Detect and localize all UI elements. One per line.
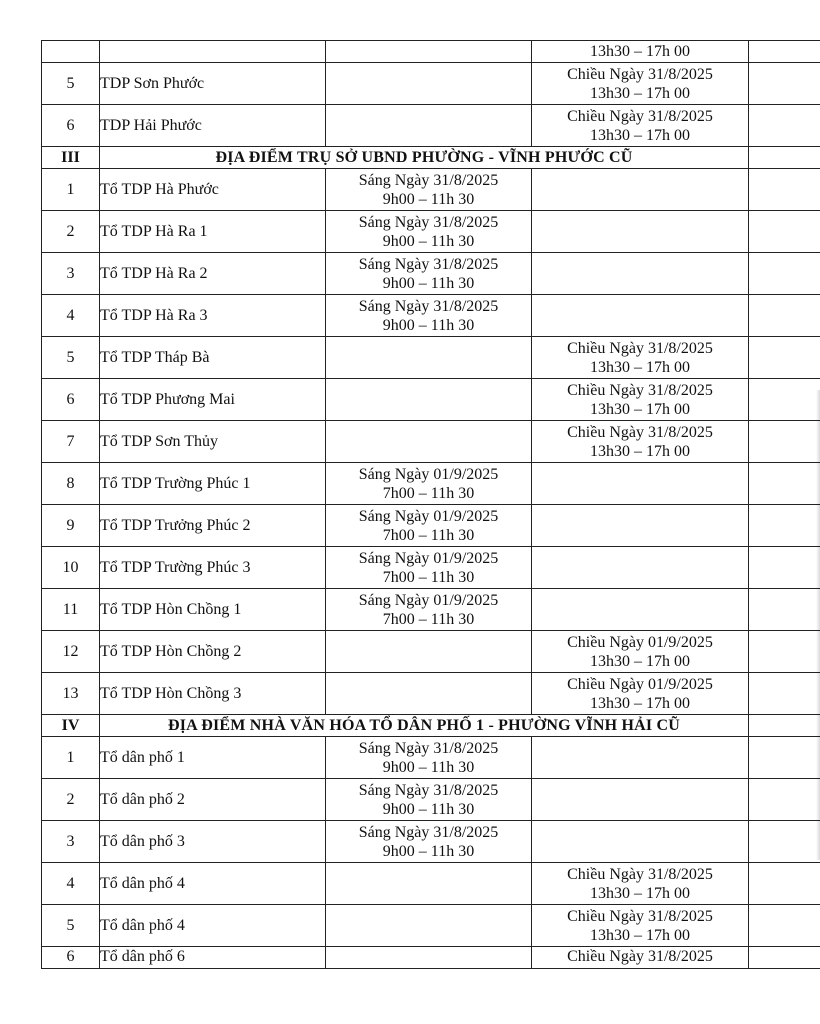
note-cell [749, 737, 820, 779]
morning-slot-cell [326, 41, 532, 63]
table-row [42, 295, 820, 337]
note-cell [749, 421, 820, 463]
afternoon-slot-cell [532, 905, 749, 947]
note-cell [749, 547, 820, 589]
table-row-partial-top [42, 41, 820, 63]
afternoon-slot-cell [532, 41, 749, 63]
row-name-cell: Tổ TDP Trường Phúc 3 [100, 547, 326, 589]
table-row [42, 547, 820, 589]
row-name-cell: Tổ dân phố 4 [100, 905, 326, 947]
afternoon-date: Chiều Ngày 01/9/2025 [567, 675, 713, 693]
afternoon-slot-cell [532, 211, 749, 253]
afternoon-time: 13h30 – 17h 00 [590, 43, 690, 60]
afternoon-date: Chiều Ngày 31/8/2025 [567, 907, 713, 925]
morning-time: 7h00 – 11h 30 [382, 610, 475, 628]
note-cell [749, 211, 820, 253]
row-name-cell: Tổ dân phố 6 [100, 947, 326, 969]
note-cell [749, 905, 820, 947]
table-row [42, 169, 820, 211]
note-cell [749, 715, 820, 737]
morning-slot-cell [326, 211, 532, 253]
note-cell [749, 105, 820, 147]
morning-time: 9h00 – 11h 30 [382, 190, 475, 208]
afternoon-time: 13h30 – 17h 00 [590, 652, 690, 670]
row-number-cell: 5 [42, 905, 100, 947]
morning-date: Sáng Ngày 31/8/2025 [358, 255, 499, 273]
section-iv-header [42, 715, 820, 737]
table-row [42, 673, 820, 715]
section-iii-header [42, 147, 820, 169]
morning-slot-cell [326, 547, 532, 589]
note-cell [749, 63, 820, 105]
table-row [42, 105, 820, 147]
section-numeral: III [42, 147, 100, 169]
afternoon-slot-cell [532, 169, 749, 211]
morning-date: Sáng Ngày 01/9/2025 [358, 465, 499, 483]
afternoon-slot-cell [532, 779, 749, 821]
morning-time: 9h00 – 11h 30 [382, 842, 475, 860]
table-row [42, 905, 820, 947]
row-number-cell: 6 [42, 379, 100, 421]
note-cell [749, 379, 820, 421]
morning-slot-cell [326, 863, 532, 905]
afternoon-date: Chiều Ngày 31/8/2025 [567, 865, 713, 883]
row-name-cell: TDP Sơn Phước [100, 63, 326, 105]
row-name-cell: Tổ TDP Hà Ra 2 [100, 253, 326, 295]
morning-slot-cell [326, 737, 532, 779]
morning-date: Sáng Ngày 31/8/2025 [358, 297, 499, 315]
row-name-cell: Tổ TDP Hà Ra 3 [100, 295, 326, 337]
morning-slot-cell [326, 169, 532, 211]
table-row [42, 589, 820, 631]
row-number-cell: 13 [42, 673, 100, 715]
afternoon-slot-cell [532, 253, 749, 295]
note-cell [749, 589, 820, 631]
row-name-cell: Tổ TDP Hòn Chồng 1 [100, 589, 326, 631]
table-row [42, 379, 820, 421]
row-number-cell: 3 [42, 253, 100, 295]
row-number-cell: 5 [42, 337, 100, 379]
row-number-cell: 4 [42, 295, 100, 337]
table-row [42, 337, 820, 379]
afternoon-time: 13h30 – 17h 00 [590, 358, 690, 376]
morning-time: 9h00 – 11h 30 [382, 758, 475, 776]
afternoon-slot-cell [532, 673, 749, 715]
table-row-partial-bottom [42, 947, 820, 969]
row-name-cell: Tổ dân phố 2 [100, 779, 326, 821]
afternoon-slot-cell [532, 505, 749, 547]
afternoon-time: 13h30 – 17h 00 [590, 126, 690, 144]
row-number-cell: 8 [42, 463, 100, 505]
note-cell [749, 147, 820, 169]
afternoon-slot-cell [532, 821, 749, 863]
row-name-cell: Tổ TDP Hà Phước [100, 169, 326, 211]
row-number-cell: 4 [42, 863, 100, 905]
row-number-cell: 2 [42, 779, 100, 821]
row-number-cell: 1 [42, 169, 100, 211]
morning-time: 9h00 – 11h 30 [382, 800, 475, 818]
table-row [42, 421, 820, 463]
schedule-table [41, 40, 820, 969]
morning-slot-cell [326, 421, 532, 463]
afternoon-time: 13h30 – 17h 00 [590, 926, 690, 944]
section-title: ĐỊA ĐIỂM NHÀ VĂN HÓA TỔ DÂN PHỐ 1 - PHƯỜNG VĨNH HẢI CŨ [100, 715, 749, 737]
note-cell [749, 337, 820, 379]
morning-slot-cell [326, 295, 532, 337]
afternoon-time: 13h30 – 17h 00 [590, 400, 690, 418]
row-number-cell: 7 [42, 421, 100, 463]
note-cell [749, 463, 820, 505]
table-row [42, 211, 820, 253]
section-numeral: IV [42, 715, 100, 737]
row-number-cell: 5 [42, 63, 100, 105]
row-name-cell: Tổ TDP Trưởng Phúc 2 [100, 505, 326, 547]
note-cell [749, 779, 820, 821]
morning-date: Sáng Ngày 31/8/2025 [358, 213, 499, 231]
table-row [42, 737, 820, 779]
morning-slot-cell [326, 337, 532, 379]
table-row [42, 821, 820, 863]
row-number-cell: 12 [42, 631, 100, 673]
note-cell [749, 947, 820, 969]
morning-date: Sáng Ngày 31/8/2025 [358, 823, 499, 841]
afternoon-slot-cell [532, 421, 749, 463]
afternoon-slot-cell [532, 463, 749, 505]
afternoon-slot-cell [532, 337, 749, 379]
morning-date: Sáng Ngày 31/8/2025 [358, 739, 499, 757]
row-name-cell: Tổ TDP Phương Mai [100, 379, 326, 421]
note-cell [749, 169, 820, 211]
table-row [42, 863, 820, 905]
afternoon-date: Chiều Ngày 31/8/2025 [567, 65, 713, 83]
row-number-cell: 1 [42, 737, 100, 779]
note-cell [749, 41, 820, 63]
row-name-cell: Tổ TDP Hòn Chồng 2 [100, 631, 326, 673]
row-name-cell: Tổ dân phố 4 [100, 863, 326, 905]
morning-date: Sáng Ngày 01/9/2025 [358, 591, 499, 609]
morning-date: Sáng Ngày 01/9/2025 [358, 507, 499, 525]
row-number-cell: 10 [42, 547, 100, 589]
afternoon-time: 13h30 – 17h 00 [590, 442, 690, 460]
row-number-cell: 2 [42, 211, 100, 253]
morning-date: Sáng Ngày 31/8/2025 [358, 171, 499, 189]
note-cell [749, 505, 820, 547]
morning-slot-cell [326, 905, 532, 947]
afternoon-time: 13h30 – 17h 00 [590, 694, 690, 712]
row-name-cell: Tổ TDP Sơn Thủy [100, 421, 326, 463]
morning-slot-cell [326, 505, 532, 547]
morning-slot-cell [326, 105, 532, 147]
schedule-body [42, 41, 820, 969]
note-cell [749, 253, 820, 295]
row-name-cell: Tổ TDP Hòn Chồng 3 [100, 673, 326, 715]
morning-time: 9h00 – 11h 30 [382, 232, 475, 250]
row-name-cell: Tổ TDP Trường Phúc 1 [100, 463, 326, 505]
afternoon-date: Chiều Ngày 01/9/2025 [567, 633, 713, 651]
note-cell [749, 673, 820, 715]
table-row [42, 253, 820, 295]
morning-time: 7h00 – 11h 30 [382, 484, 475, 502]
afternoon-slot-cell [532, 295, 749, 337]
morning-slot-cell [326, 63, 532, 105]
row-name-cell: Tổ TDP Hà Ra 1 [100, 211, 326, 253]
table-row [42, 505, 820, 547]
row-name-cell: Tổ dân phố 3 [100, 821, 326, 863]
morning-slot-cell [326, 673, 532, 715]
afternoon-date: Chiều Ngày 31/8/2025 [567, 381, 713, 399]
row-name-cell: Tổ dân phố 1 [100, 737, 326, 779]
morning-slot-cell [326, 779, 532, 821]
morning-time: 7h00 – 11h 30 [382, 526, 475, 544]
afternoon-slot-cell [532, 63, 749, 105]
table-row [42, 63, 820, 105]
morning-date: Sáng Ngày 01/9/2025 [358, 549, 499, 567]
afternoon-slot-cell [532, 947, 749, 969]
note-cell [749, 631, 820, 673]
table-row [42, 631, 820, 673]
afternoon-slot-cell [532, 105, 749, 147]
morning-time: 9h00 – 11h 30 [382, 316, 475, 334]
row-name-cell [100, 41, 326, 63]
afternoon-time: 13h30 – 17h 00 [590, 84, 690, 102]
row-name-cell: Tổ TDP Tháp Bà [100, 337, 326, 379]
row-name-cell: TDP Hải Phước [100, 105, 326, 147]
morning-date: Sáng Ngày 31/8/2025 [358, 781, 499, 799]
note-cell [749, 295, 820, 337]
note-cell [749, 821, 820, 863]
table-row [42, 463, 820, 505]
row-number-cell [42, 41, 100, 63]
afternoon-slot-cell [532, 631, 749, 673]
morning-slot-cell [326, 821, 532, 863]
note-cell [749, 863, 820, 905]
afternoon-slot-cell [532, 737, 749, 779]
afternoon-date: Chiều Ngày 31/8/2025 [567, 339, 713, 357]
row-number-cell: 6 [42, 105, 100, 147]
morning-slot-cell [326, 463, 532, 505]
table-row [42, 779, 820, 821]
row-number-cell: 11 [42, 589, 100, 631]
afternoon-date: Chiều Ngày 31/8/2025 [567, 107, 713, 125]
morning-time: 9h00 – 11h 30 [382, 274, 475, 292]
morning-slot-cell [326, 253, 532, 295]
morning-slot-cell [326, 589, 532, 631]
row-number-cell: 9 [42, 505, 100, 547]
afternoon-slot-cell [532, 379, 749, 421]
morning-time: 7h00 – 11h 30 [382, 568, 475, 586]
afternoon-time: 13h30 – 17h 00 [590, 884, 690, 902]
morning-slot-cell [326, 631, 532, 673]
afternoon-date: Chiều Ngày 31/8/2025 [567, 423, 713, 441]
row-number-cell: 3 [42, 821, 100, 863]
morning-slot-cell [326, 947, 532, 969]
section-title: ĐỊA ĐIỂM TRỤ SỞ UBND PHƯỜNG - VĨNH PHƯỚC CŨ [100, 147, 749, 169]
row-number-cell: 6 [42, 947, 100, 969]
afternoon-date: Chiều Ngày 31/8/2025 [567, 948, 713, 965]
afternoon-slot-cell [532, 589, 749, 631]
afternoon-slot-cell [532, 547, 749, 589]
morning-slot-cell [326, 379, 532, 421]
afternoon-slot-cell [532, 863, 749, 905]
